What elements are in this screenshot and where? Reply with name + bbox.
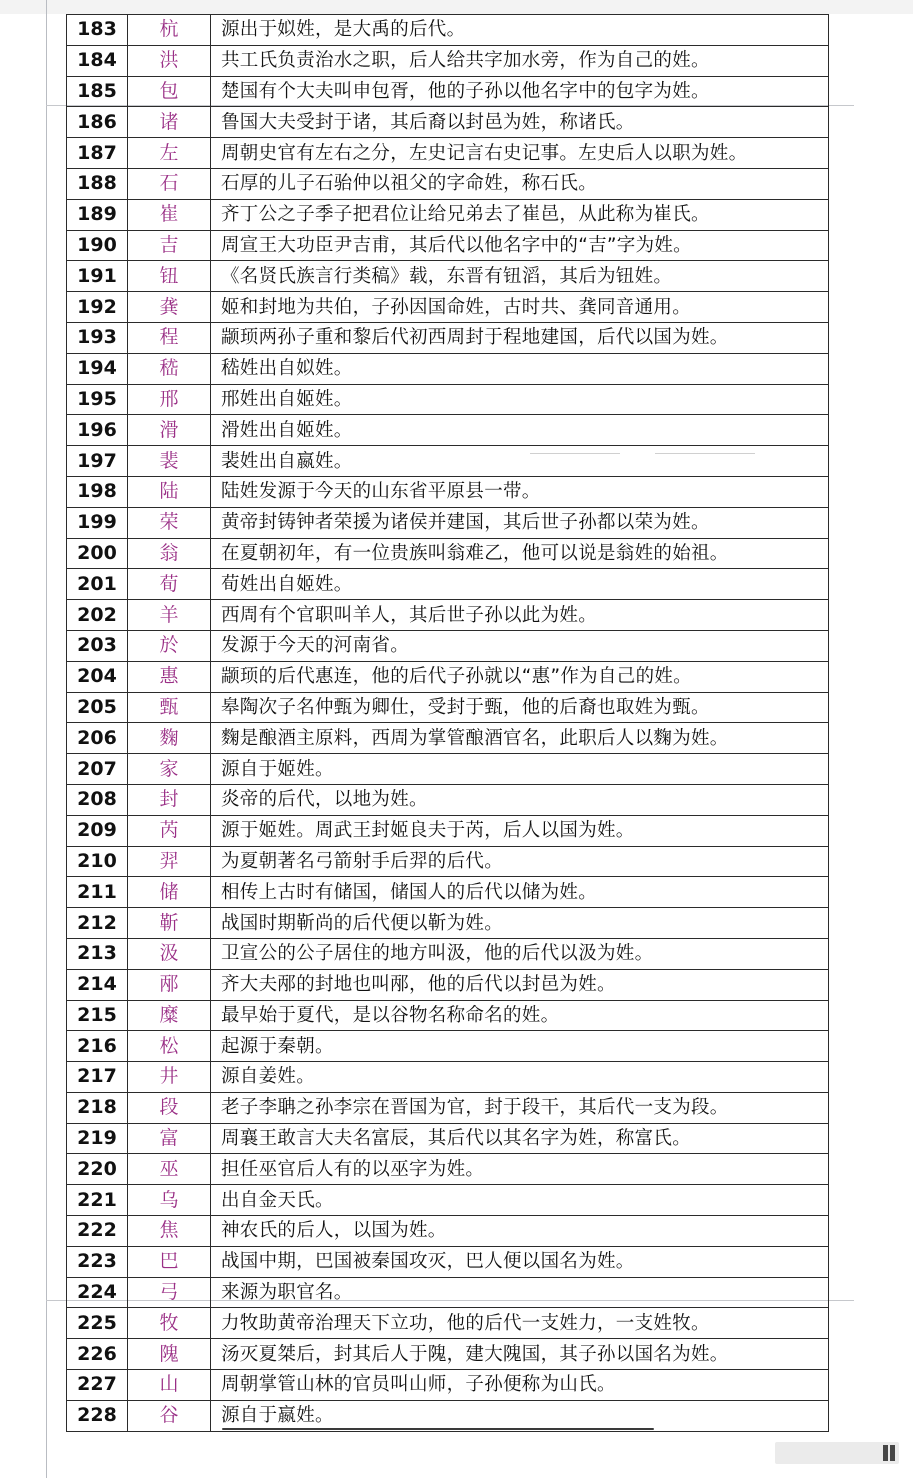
surname-char: 杭	[128, 15, 211, 46]
surname-char: 石	[128, 168, 211, 199]
surname-char: 储	[128, 877, 211, 908]
row-number: 204	[67, 661, 128, 692]
row-number: 197	[67, 446, 128, 477]
row-number: 188	[67, 168, 128, 199]
row-number: 223	[67, 1246, 128, 1277]
table-row	[67, 1370, 829, 1401]
row-number: 216	[67, 1031, 128, 1062]
surname-char: 家	[128, 754, 211, 785]
origin-description: 为夏朝著名弓箭射手后羿的后代。	[211, 846, 829, 877]
origin-description: 荀姓出自姬姓。	[211, 569, 829, 600]
row-number: 193	[67, 322, 128, 353]
row-number: 202	[67, 600, 128, 631]
row-number: 192	[67, 292, 128, 323]
origin-description: 力牧助黄帝治理天下立功，他的后代一支姓力，一支姓牧。	[211, 1308, 829, 1339]
origin-description: 神农氏的后人，以国为姓。	[211, 1216, 829, 1247]
table-row	[67, 168, 829, 199]
table-row	[67, 1277, 829, 1308]
table-row	[67, 446, 829, 477]
surname-char: 羿	[128, 846, 211, 877]
origin-description: 源于姬姓。周武王封姬良夫于芮，后人以国为姓。	[211, 815, 829, 846]
origin-description: 黄帝封铸钟者荣援为诸侯并建国，其后世子孙都以荣为姓。	[211, 507, 829, 538]
origin-description: 相传上古时有储国，储国人的后代以储为姓。	[211, 877, 829, 908]
page-left-rule	[46, 0, 47, 1478]
origin-description: 在夏朝初年，有一位贵族叫翁难乙，他可以说是翁姓的始祖。	[211, 538, 829, 569]
surname-char: 程	[128, 322, 211, 353]
surname-char: 洪	[128, 45, 211, 76]
surname-char: 荣	[128, 507, 211, 538]
row-number: 227	[67, 1370, 128, 1401]
row-number: 195	[67, 384, 128, 415]
surname-char: 隗	[128, 1339, 211, 1370]
surname-char: 焦	[128, 1216, 211, 1247]
table-row	[67, 1400, 829, 1431]
surname-char: 芮	[128, 815, 211, 846]
surname-char: 糜	[128, 1000, 211, 1031]
row-number: 200	[67, 538, 128, 569]
origin-description: 裴姓出自嬴姓。	[211, 446, 829, 477]
origin-description: 麴是酿酒主原料，西周为掌管酿酒官名，此职后人以麴为姓。	[211, 723, 829, 754]
table-row	[67, 1123, 829, 1154]
table-row	[67, 538, 829, 569]
surname-char: 牧	[128, 1308, 211, 1339]
surname-char: 富	[128, 1123, 211, 1154]
row-number: 199	[67, 507, 128, 538]
surname-char: 麴	[128, 723, 211, 754]
row-number: 186	[67, 107, 128, 138]
row-number: 222	[67, 1216, 128, 1247]
origin-description: 源出于姒姓，是大禹的后代。	[211, 15, 829, 46]
table-row	[67, 877, 829, 908]
origin-description: 老子李聃之孙李宗在晋国为官，封于段干，其后代一支为段。	[211, 1092, 829, 1123]
origin-description: 滑姓出自姬姓。	[211, 415, 829, 446]
row-number: 219	[67, 1123, 128, 1154]
surname-char: 左	[128, 138, 211, 169]
origin-description: 源自于姬姓。	[211, 754, 829, 785]
table-row	[67, 76, 829, 107]
row-number: 198	[67, 476, 128, 507]
origin-description: 最早始于夏代，是以谷物名称命名的姓。	[211, 1000, 829, 1031]
table-row	[67, 1246, 829, 1277]
row-number: 212	[67, 908, 128, 939]
surname-char: 於	[128, 630, 211, 661]
table-row	[67, 1000, 829, 1031]
row-number: 185	[67, 76, 128, 107]
surname-char: 段	[128, 1092, 211, 1123]
table-row	[67, 1308, 829, 1339]
table-row	[67, 507, 829, 538]
table-row	[67, 600, 829, 631]
surname-char: 巫	[128, 1154, 211, 1185]
table-row	[67, 1031, 829, 1062]
row-number: 218	[67, 1092, 128, 1123]
surname-char: 崔	[128, 199, 211, 230]
table-row	[67, 1339, 829, 1370]
table-row	[67, 630, 829, 661]
origin-description: 齐丁公之子季子把君位让给兄弟去了崔邑，从此称为崔氏。	[211, 199, 829, 230]
table-row	[67, 1092, 829, 1123]
origin-description: 出自金天氏。	[211, 1185, 829, 1216]
table-row	[67, 261, 829, 292]
table-row	[67, 476, 829, 507]
origin-description: 邢姓出自姬姓。	[211, 384, 829, 415]
origin-description: 共工氏负责治水之职，后人给共字加水旁，作为自己的姓。	[211, 45, 829, 76]
surname-char: 甄	[128, 692, 211, 723]
surname-char: 邴	[128, 969, 211, 1000]
row-number: 184	[67, 45, 128, 76]
origin-description: 楚国有个大夫叫申包胥，他的子孙以他名字中的包字为姓。	[211, 76, 829, 107]
table-row	[67, 661, 829, 692]
origin-description: 陆姓发源于今天的山东省平原县一带。	[211, 476, 829, 507]
surname-char: 井	[128, 1062, 211, 1093]
table-row	[67, 1154, 829, 1185]
surname-char: 吉	[128, 230, 211, 261]
surname-char: 包	[128, 76, 211, 107]
surname-char: 嵇	[128, 353, 211, 384]
row-number: 205	[67, 692, 128, 723]
watermark-icon	[883, 1445, 895, 1461]
table-row	[67, 846, 829, 877]
table-row	[67, 569, 829, 600]
surname-char: 裴	[128, 446, 211, 477]
row-number: 191	[67, 261, 128, 292]
origin-description: 周朝史官有左右之分，左史记言右史记事。左史后人以职为姓。	[211, 138, 829, 169]
watermark-logo	[775, 1442, 899, 1464]
origin-description: 嵇姓出自姒姓。	[211, 353, 829, 384]
row-number: 190	[67, 230, 128, 261]
row-number: 183	[67, 15, 128, 46]
row-number: 215	[67, 1000, 128, 1031]
surname-char: 诸	[128, 107, 211, 138]
origin-description: 鲁国大夫受封于诸，其后裔以封邑为姓，称诸氏。	[211, 107, 829, 138]
row-number: 226	[67, 1339, 128, 1370]
row-number: 207	[67, 754, 128, 785]
top-margin-band	[0, 0, 913, 14]
table-row	[67, 723, 829, 754]
origin-description: 周襄王敢言大夫名富辰，其后代以其名字为姓，称富氏。	[211, 1123, 829, 1154]
surname-char: 谷	[128, 1400, 211, 1431]
row-number: 196	[67, 415, 128, 446]
row-number: 189	[67, 199, 128, 230]
surname-char: 乌	[128, 1185, 211, 1216]
row-number: 187	[67, 138, 128, 169]
surname-char: 荀	[128, 569, 211, 600]
origin-description: 西周有个官职叫羊人，其后世子孙以此为姓。	[211, 600, 829, 631]
table-row	[67, 969, 829, 1000]
origin-description: 周朝掌管山林的官员叫山师，子孙便称为山氏。	[211, 1370, 829, 1401]
surname-char: 羊	[128, 600, 211, 631]
surname-char: 龚	[128, 292, 211, 323]
table-row	[67, 45, 829, 76]
row-number: 203	[67, 630, 128, 661]
surname-char: 松	[128, 1031, 211, 1062]
row-number: 224	[67, 1277, 128, 1308]
origin-description: 颛顼的后代惠连，他的后代子孙就以“惠”作为自己的姓。	[211, 661, 829, 692]
origin-description: 《名贤氏族言行类稿》载，东晋有钮滔，其后为钮姓。	[211, 261, 829, 292]
table-row	[67, 938, 829, 969]
table-row	[67, 754, 829, 785]
origin-description: 石厚的儿子石骀仲以祖父的字命姓，称石氏。	[211, 168, 829, 199]
origin-description: 颛顼两孙子重和黎后代初西周封于程地建国，后代以国为姓。	[211, 322, 829, 353]
origin-description: 担任巫官后人有的以巫字为姓。	[211, 1154, 829, 1185]
origin-description: 姬和封地为共伯，子孙因国命姓，古时共、龚同音通用。	[211, 292, 829, 323]
origin-description: 炎帝的后代，以地为姓。	[211, 784, 829, 815]
row-number: 211	[67, 877, 128, 908]
table-row	[67, 107, 829, 138]
origin-description: 汤灭夏桀后，封其后人于隗，建大隗国，其子孙以国名为姓。	[211, 1339, 829, 1370]
origin-description: 发源于今天的河南省。	[211, 630, 829, 661]
row-number: 201	[67, 569, 128, 600]
surname-char: 邢	[128, 384, 211, 415]
row-number: 221	[67, 1185, 128, 1216]
table-body	[67, 15, 829, 1432]
table-row	[67, 692, 829, 723]
surname-char: 钮	[128, 261, 211, 292]
surname-char: 巴	[128, 1246, 211, 1277]
origin-description: 源自于嬴姓。	[211, 1400, 829, 1431]
surname-char: 翁	[128, 538, 211, 569]
surname-char: 惠	[128, 661, 211, 692]
origin-description: 起源于秦朝。	[211, 1031, 829, 1062]
row-number: 206	[67, 723, 128, 754]
handwritten-underline	[222, 1428, 654, 1430]
origin-description: 齐大夫邴的封地也叫邴，他的后代以封邑为姓。	[211, 969, 829, 1000]
surname-char: 山	[128, 1370, 211, 1401]
table-row	[67, 1185, 829, 1216]
table-row	[67, 1216, 829, 1247]
table-row	[67, 15, 829, 46]
surname-char: 滑	[128, 415, 211, 446]
row-number: 208	[67, 784, 128, 815]
surname-char: 靳	[128, 908, 211, 939]
surname-origins-table	[66, 14, 829, 1432]
surname-char: 汲	[128, 938, 211, 969]
table-row	[67, 415, 829, 446]
row-number: 214	[67, 969, 128, 1000]
row-number: 213	[67, 938, 128, 969]
table-row	[67, 322, 829, 353]
row-number: 217	[67, 1062, 128, 1093]
table-row	[67, 1062, 829, 1093]
table-row	[67, 384, 829, 415]
row-number: 210	[67, 846, 128, 877]
origin-description: 战国时期靳尚的后代便以靳为姓。	[211, 908, 829, 939]
row-number: 220	[67, 1154, 128, 1185]
origin-description: 皋陶次子名仲甄为卿仕，受封于甄，他的后裔也取姓为甄。	[211, 692, 829, 723]
surname-char: 弓	[128, 1277, 211, 1308]
origin-description: 卫宣公的公子居住的地方叫汲，他的后代以汲为姓。	[211, 938, 829, 969]
row-number: 225	[67, 1308, 128, 1339]
surname-char: 封	[128, 784, 211, 815]
origin-description: 周宣王大功臣尹吉甫，其后代以他名字中的“吉”字为姓。	[211, 230, 829, 261]
table-row	[67, 292, 829, 323]
table-row	[67, 138, 829, 169]
table-row	[67, 353, 829, 384]
table-row	[67, 784, 829, 815]
origin-description: 源自姜姓。	[211, 1062, 829, 1093]
row-number: 228	[67, 1400, 128, 1431]
row-number: 209	[67, 815, 128, 846]
table-row	[67, 199, 829, 230]
origin-description: 来源为职官名。	[211, 1277, 829, 1308]
table-row	[67, 230, 829, 261]
row-number: 194	[67, 353, 128, 384]
surname-char: 陆	[128, 476, 211, 507]
table-row	[67, 815, 829, 846]
origin-description: 战国中期，巴国被秦国攻灭，巴人便以国名为姓。	[211, 1246, 829, 1277]
table-row	[67, 908, 829, 939]
